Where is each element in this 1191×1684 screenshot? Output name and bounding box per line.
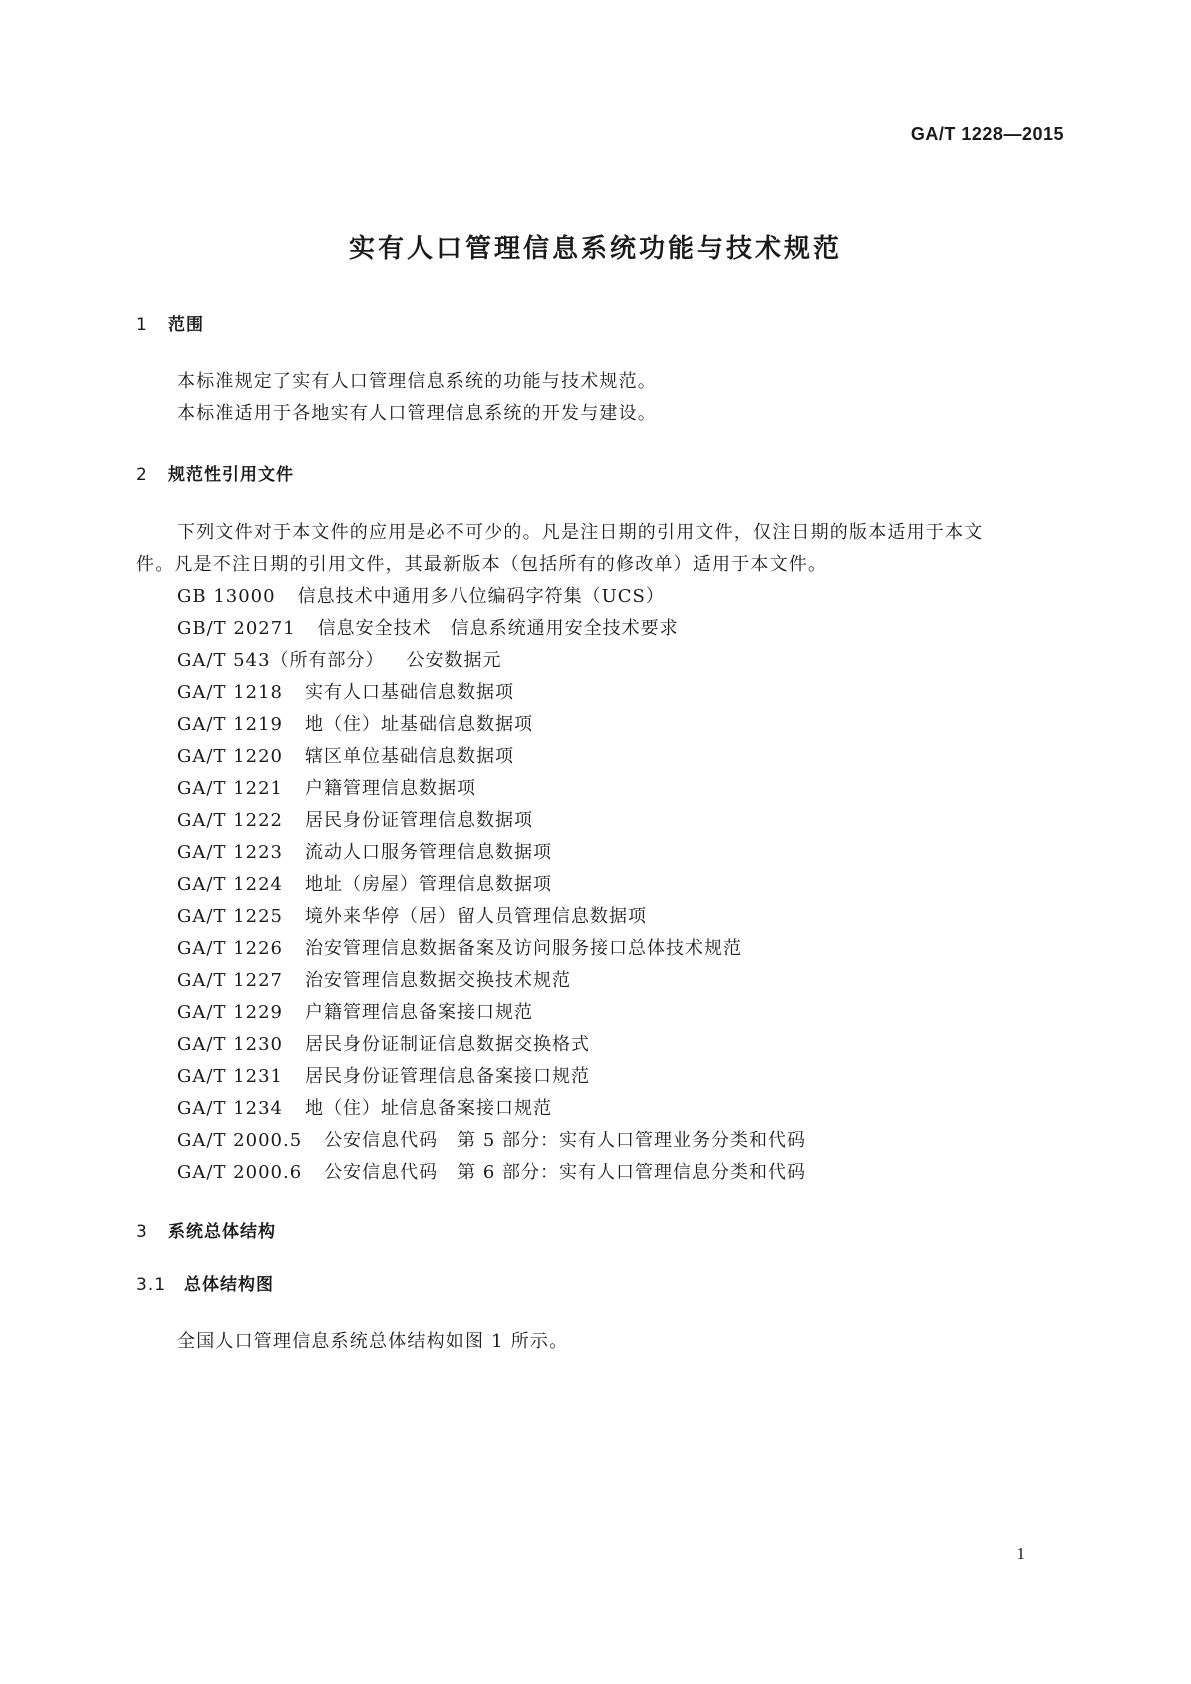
paragraph: 件。凡是不注日期的引用文件，其最新版本（包括所有的修改单）适用于本文件。 [136,554,828,575]
reference-code: GA/T 1229 [177,1002,283,1023]
reference-item [177,902,647,928]
reference-code: GA/T 1218 [177,682,283,703]
reference-title: 居民身份证管理信息数据项 [304,810,533,831]
subsection-3-1-heading [136,1270,274,1295]
reference-item [177,966,571,992]
reference-title: 信息技术中通用多八位编码字符集（UCS） [297,586,665,607]
section-title: 规范性引用文件 [168,465,294,485]
reference-code: GA/T 543（所有部分） [177,650,385,671]
section-number: 1 [136,315,148,335]
subsection-title: 总体结构图 [184,1275,274,1295]
reference-item [177,1062,590,1088]
reference-title: 户籍管理信息数据项 [304,778,476,799]
reference-code: GA/T 1221 [177,778,283,799]
reference-title: 治安管理信息数据交换技术规范 [304,970,571,991]
reference-title: 信息安全技术 信息系统通用安全技术要求 [317,618,679,639]
reference-title: 居民身份证管理信息备案接口规范 [304,1066,590,1087]
reference-title: 户籍管理信息备案接口规范 [304,1002,533,1023]
reference-item [177,710,533,736]
reference-code: GA/T 1223 [177,842,283,863]
reference-title: 地址（房屋）管理信息数据项 [304,874,552,895]
reference-code: GA/T 1227 [177,970,283,991]
section-3-heading [136,1217,276,1242]
reference-item [177,614,679,640]
reference-item [177,838,552,864]
reference-code: GA/T 1219 [177,714,283,735]
reference-title: 境外来华停（居）留人员管理信息数据项 [304,906,647,927]
reference-code: GA/T 1225 [177,906,283,927]
section-number: 2 [136,465,148,485]
page-number: 1 [1016,1544,1025,1563]
reference-code: GA/T 2000.6 [177,1162,303,1183]
section-1-heading [136,310,204,335]
reference-code: GA/T 1230 [177,1034,283,1055]
section-title: 范围 [168,315,204,335]
paragraph: 本标准适用于各地实有人口管理信息系统的开发与建设。 [177,403,657,424]
reference-code: GA/T 1226 [177,938,283,959]
reference-title: 实有人口基础信息数据项 [304,682,514,703]
reference-item [177,1030,590,1056]
reference-code: GB 13000 [177,586,276,607]
reference-item [177,1126,806,1152]
reference-item [177,646,502,672]
reference-title: 流动人口服务管理信息数据项 [304,842,552,863]
reference-title: 地（住）址信息备案接口规范 [304,1098,552,1119]
reference-title: 辖区单位基础信息数据项 [304,746,514,767]
reference-title: 地（住）址基础信息数据项 [304,714,533,735]
reference-code: GA/T 1224 [177,874,283,895]
section-2-heading [136,460,294,485]
reference-item [177,934,742,960]
reference-code: GA/T 1231 [177,1066,283,1087]
reference-title: 治安管理信息数据备案及访问服务接口总体技术规范 [304,938,742,959]
reference-item [177,582,665,608]
paragraph: 本标准规定了实有人口管理信息系统的功能与技术规范。 [177,371,657,392]
reference-item [177,678,514,704]
paragraph: 全国人口管理信息系统总体结构如图 1 所示。 [177,1331,569,1352]
subsection-number: 3.1 [136,1275,167,1295]
reference-item [177,1158,806,1184]
reference-item [177,998,533,1024]
paragraph: 下列文件对于本文件的应用是必不可少的。凡是注日期的引用文件，仅注日期的版本适用于本文 [177,522,984,543]
reference-item [177,806,533,832]
reference-code: GA/T 2000.5 [177,1130,303,1151]
reference-code: GB/T 20271 [177,618,296,639]
reference-title: 居民身份证制证信息数据交换格式 [304,1034,590,1055]
reference-title: 公安数据元 [406,650,502,671]
reference-code: GA/T 1234 [177,1098,283,1119]
reference-title: 公安信息代码 第 6 部分：实有人口管理信息分类和代码 [324,1162,807,1183]
reference-item [177,774,476,800]
reference-item [177,1094,552,1120]
reference-code: GA/T 1220 [177,746,283,767]
reference-title: 公安信息代码 第 5 部分：实有人口管理业务分类和代码 [324,1130,807,1151]
document-title: 实有人口管理信息系统功能与技术规范 [348,234,842,264]
section-number: 3 [136,1222,148,1242]
reference-code: GA/T 1222 [177,810,283,831]
reference-item [177,870,552,896]
section-title: 系统总体结构 [168,1222,276,1242]
standard-code: GA/T 1228—2015 [910,124,1064,144]
reference-item [177,742,514,768]
